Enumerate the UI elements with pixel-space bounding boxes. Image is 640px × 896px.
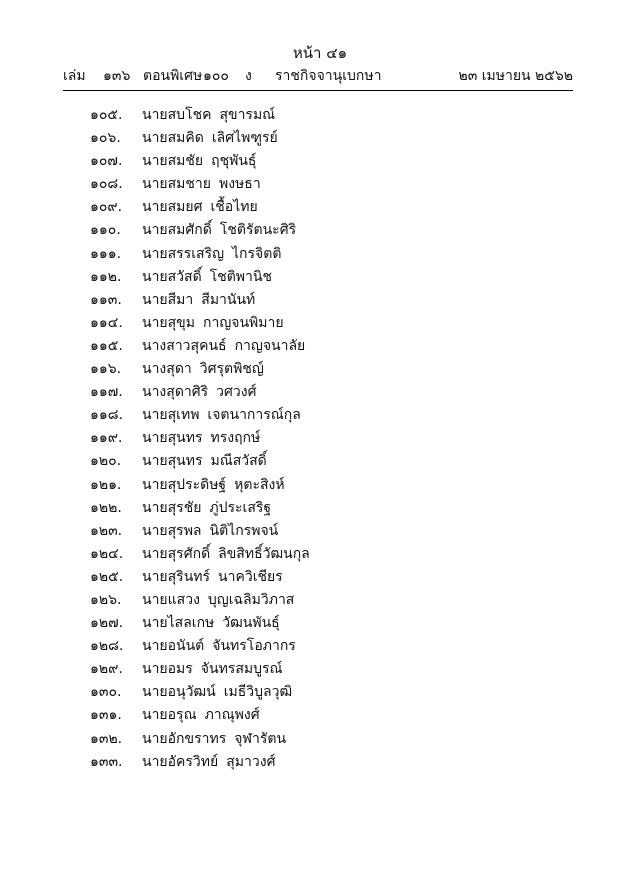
list-item [90,127,530,150]
entry-number: ๑๒๔. [90,545,124,562]
entry-number: ๑๑๘. [90,407,124,424]
entry-given-name: นายอักขราทร [142,730,227,747]
list-item [90,427,530,450]
entry-surname: วิศรุตพิชญ์ [199,361,264,378]
entry-given-name: นายแสวง [142,591,200,608]
entry-given-name: นายสมคิด [142,130,204,147]
list-item [90,566,530,589]
entry-number: ๑๓๓. [90,753,123,770]
entry-given-name: นายสีมา [142,291,194,308]
entry-given-name: นายสวัสดิ์ [142,268,202,285]
list-item [90,266,530,289]
entry-given-name: นายอรุณ [142,707,197,724]
entry-given-name: นายอนุวัฒน์ [142,684,216,701]
list-item [90,150,530,173]
entry-number: ๑๑๒. [90,268,122,285]
list-item [90,381,530,404]
entry-given-name: นายสุขุม [142,314,195,331]
entry-number: ๑๑๑. [90,245,122,262]
entry-surname: มณีสวัสดิ์ [210,453,267,470]
volume-number: ๑๓๖ [103,68,131,84]
entry-number: ๑๑๐. [90,222,121,239]
entry-given-name: นายสุเทพ [142,407,200,424]
list-item [90,520,530,543]
entry-number: ๑๑๔. [90,314,123,331]
section-letter: ง [245,68,252,84]
entry-given-name: นายอัครวิทย์ [142,753,219,770]
header-rule [63,90,573,91]
entry-surname: นิติไกรพจน์ [209,522,279,539]
entry-number: ๑๒๗. [90,615,124,632]
entry-surname: ลิขสิทธิ์วัฒนกุล [218,545,310,562]
list-item [90,728,530,751]
gazette-header [63,66,573,86]
entry-given-name: นายสุนทร [142,430,203,447]
entry-surname: สุมาวงศ์ [226,753,276,770]
entry-surname: เมธีวิบูลวุฒิ [223,684,293,701]
entry-number: ๑๓๒. [90,730,123,747]
entry-number: ๑๐๖. [90,130,121,147]
entry-surname: กาญจนพิมาย [202,314,284,331]
list-item [90,589,530,612]
entry-number: ๑๑๓. [90,291,122,308]
list-item [90,104,530,127]
entry-given-name: นายสบโชค [142,107,212,123]
entry-given-name: นายสุนทร [142,453,203,470]
entry-surname: หุตะสิงห์ [234,476,285,493]
entry-number: ๑๑๙. [90,430,123,447]
entry-surname: ภาณุพงศ์ [204,707,260,724]
entry-surname: วศวงศ์ [216,384,257,401]
entry-surname: ทรงฤกษ์ [210,430,261,447]
list-item [90,404,530,427]
entry-surname: จันทรโอภากร [212,638,296,655]
volume-label: เล่ม [63,68,86,84]
entry-given-name: นายสมชัย [142,153,204,170]
entry-surname: จันทรสมบูรณ์ [200,661,283,678]
entry-surname: ฤชุพันธุ์ [211,153,257,170]
entry-given-name: นายสุรศักดิ์ [142,545,211,562]
entry-number: ๑๑๕. [90,337,123,354]
list-item [90,289,530,312]
entry-surname: บุญเฉลิมวิภาส [207,591,295,608]
entry-surname: ภู่ประเสริฐ [209,499,272,516]
list-item [90,751,530,774]
entry-surname: กาญจนาลัย [234,337,306,354]
entry-given-name: นางสุดาศิริ [142,384,209,401]
list-item [90,358,530,381]
list-item [90,335,530,358]
entry-given-name: นายสมชาย [142,176,211,193]
entry-given-name: นางสาวสุคนธ์ [142,337,227,354]
entry-surname: จุฬารัตน [234,730,287,747]
entry-number: ๑๒๕. [90,568,124,585]
list-item [90,658,530,681]
entry-number: ๑๑๗. [90,384,123,401]
list-item [90,543,530,566]
entry-given-name: นายสุรพล [142,522,202,539]
entry-number: ๑๒๘. [90,638,124,655]
page-number: หน้า ๔๑ [292,44,348,62]
list-item [90,243,530,266]
entry-surname: เชื้อไทย [210,199,258,216]
list-item [90,681,530,704]
entry-number: ๑๒๒. [90,499,122,516]
entry-number: ๑๐๙. [90,199,123,216]
list-item [90,635,530,658]
entry-given-name: นายสุรชัย [142,499,202,516]
entry-number: ๑๐๗. [90,153,123,170]
list-item [90,704,530,727]
list-item [90,173,530,196]
entry-number: ๑๓๑. [90,707,122,724]
gazette-name: ราชกิจจานุเบกษา [275,68,382,84]
entry-number: ๑๑๖. [90,361,122,378]
list-item [90,612,530,635]
name-list [90,104,530,774]
entry-surname: สุขารมณ์ [219,107,276,123]
entry-surname: วัฒนพันธุ์ [222,615,280,632]
entry-given-name: นายอนันต์ [142,638,205,655]
publication-date: ๒๓ เมษายน ๒๕๖๒ [458,68,573,84]
section-label: ตอนพิเศษ [143,68,203,84]
entry-given-name: นายสมศักดิ์ [142,222,212,239]
entry-number: ๑๒๐. [90,453,122,470]
entry-surname: โชติรัตนะศิริ [219,222,297,239]
entry-given-name: นายสุประดิษฐ์ [142,476,227,493]
list-item [90,497,530,520]
entry-surname: ไกรจิตติ [232,245,282,262]
entry-given-name: นายอมร [142,661,193,678]
entry-given-name: นายไสลเกษ [142,615,215,632]
entry-surname: เลิศไพฑูรย์ [211,130,278,147]
entry-given-name: นายสรรเสริญ [142,245,224,262]
entry-number: ๑๓๐. [90,684,122,701]
entry-surname: นาควิเชียร [218,568,283,585]
entry-number: ๑๒๖. [90,591,122,608]
entry-number: ๑๒๓. [90,522,123,539]
entry-number: ๑๒๑. [90,476,122,493]
entry-surname: สีมานันท์ [201,291,256,308]
entry-surname: โชติพานิช [209,268,272,285]
entry-given-name: นายสุรินทร์ [142,568,211,585]
entry-given-name: นายสมยศ [142,199,203,216]
list-item [90,312,530,335]
entry-surname: พงษธา [218,176,261,193]
entry-given-name: นางสุดา [142,361,192,378]
entry-number: ๑๐๘. [90,176,123,193]
list-item [90,450,530,473]
section-number: ๑๐๐ [203,68,229,84]
list-item [90,196,530,219]
entry-number: ๑๐๕. [90,107,123,123]
entry-surname: เจตนาการณ์กุล [207,407,301,424]
list-item [90,474,530,497]
list-item [90,219,530,242]
entry-number: ๑๒๙. [90,661,123,678]
